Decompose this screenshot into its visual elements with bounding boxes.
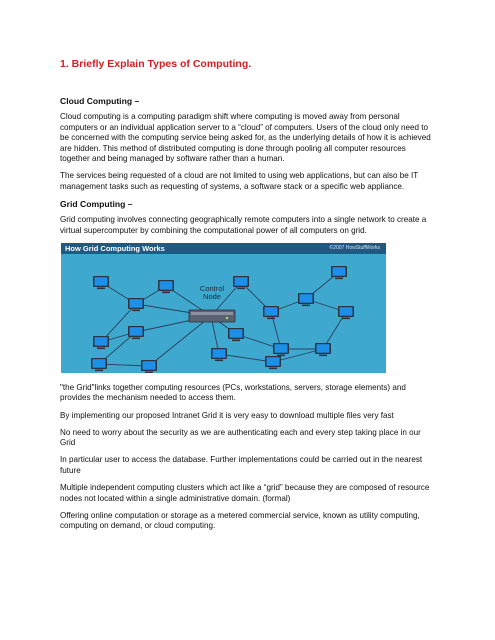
computer-monitor-icon — [211, 348, 227, 361]
computer-monitor-icon — [228, 328, 244, 341]
diagram-credit: ©2007 HowStuffWorks — [329, 244, 380, 251]
grid-paragraph-5: In particular user to access the database. Further implementations could be carried out in the nearest future — [60, 455, 423, 475]
grid-computing-diagram — [61, 243, 386, 373]
grid-paragraph-1: Grid computing involves connecting geographically remote computers into a single network to create a virtual supercomputer by combining the computational power of all computers on grid. — [60, 215, 427, 235]
grid-paragraph-7: Offering online computation or storage as a metered commercial service, known as utility computing, computing on demand, or cloud computing. — [60, 510, 420, 531]
computer-monitor-icon — [93, 336, 109, 349]
computer-monitor-icon — [141, 360, 157, 373]
computer-monitor-icon — [128, 298, 144, 311]
cloud-paragraph-1: Cloud computing is a computing paradigm shift where computing is moved away from personal computers or an individual application server to a “cloud” of computers. Users of the cloud only need to be concerned with the computing service being asked for, as the underlying details of how it is achieved are hidden. This method of distributed computing is done through pooling all computer resources together and being managed by software rather than a human. — [60, 112, 431, 164]
computer-monitor-icon — [265, 356, 281, 369]
control-node — [189, 284, 235, 322]
grid-computing-title: Grid Computing – — [60, 199, 133, 210]
computer-monitor-icon — [298, 293, 314, 306]
cloud-computing-title: Cloud Computing – — [60, 96, 140, 106]
grid-paragraph-2: "the Grid"links together computing resources (PCs, workstations, servers, storage elements) and provides the mechanism needed to access them. — [60, 382, 406, 403]
computer-monitor-icon — [315, 343, 331, 356]
grid-network-illustration — [61, 254, 386, 373]
page-heading: 1. Briefly Explain Types of Computing. — [60, 58, 252, 70]
control-node-label-2: Node — [203, 291, 221, 301]
computer-monitor-icon — [91, 358, 107, 371]
computer-monitor-icon — [338, 306, 354, 319]
diagram-title-bar — [61, 243, 386, 254]
grid-paragraph-6: Multiple independent computing clusters which act like a “grid” because they are composed of resource nodes not located within a single administrative domain. (formal) — [60, 483, 430, 503]
grid-paragraph-4: No need to worry about the security as we are authenticating each and every step taking place in our Grid — [60, 427, 421, 448]
content — [60, 96, 435, 538]
computer-monitor-icon — [263, 306, 279, 319]
diagram-title: How Grid Computing Works — [65, 243, 165, 253]
cloud-paragraph-2: The services being requested of a cloud are not limited to using web applications, but can also be IT management tasks such as requesting of systems, a software stack or a specific web appliance. — [60, 171, 418, 192]
computer-monitor-icon — [273, 343, 289, 356]
computer-monitor-icon — [93, 276, 109, 289]
control-node-label-1: Control — [199, 283, 225, 293]
computer-monitor-icon — [158, 280, 174, 293]
grid-paragraph-3: By implementing our proposed Intranet Grid it is very easy to download multiple files very fast — [60, 410, 394, 420]
